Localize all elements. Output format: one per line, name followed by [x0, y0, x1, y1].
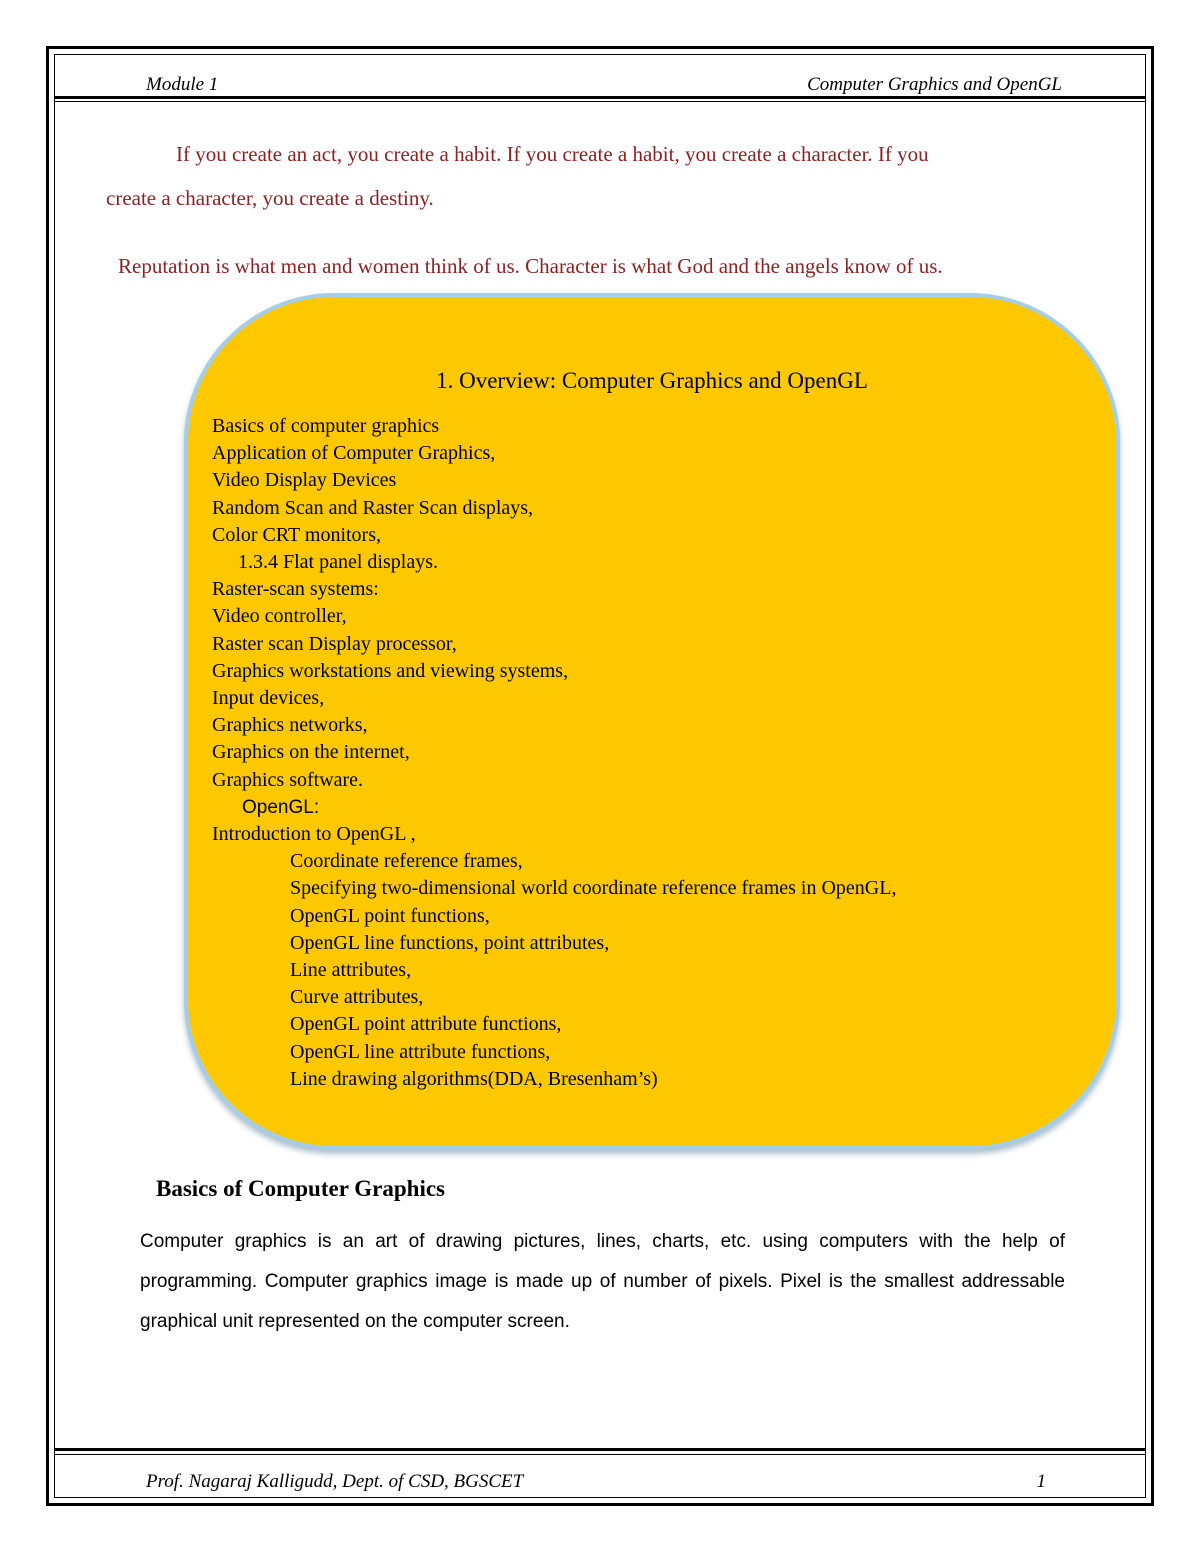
footer-author: Prof. Nagaraj Kalligudd, Dept. of CSD, BGSCET — [146, 1471, 524, 1492]
list-item: OpenGL point functions, — [290, 904, 490, 927]
list-item: Line attributes, — [290, 959, 412, 982]
list-item: Curve attributes, — [290, 986, 424, 1009]
list-item: Graphics on the internet, — [212, 741, 410, 764]
footer-rule-thin — [54, 1454, 1146, 1455]
overview-list — [212, 413, 896, 1093]
list-item: Input devices, — [212, 687, 325, 710]
list-item: 1.3.4 Flat panel displays. — [238, 551, 438, 574]
list-item: OpenGL: — [242, 796, 320, 818]
list-item: Random Scan and Raster Scan displays, — [212, 496, 534, 519]
overview-title: 1. Overview: Computer Graphics and OpenGL — [436, 368, 868, 393]
list-item: OpenGL point attribute functions, — [290, 1013, 562, 1036]
list-item: Raster-scan systems: — [212, 578, 379, 601]
header-module: Module 1 — [146, 74, 219, 95]
quote-line-1: If you create an act, you create a habit. If you create a habit, you create a character. If you — [176, 142, 929, 166]
page-number: 1 — [1036, 1471, 1046, 1492]
list-item: Graphics software. — [212, 768, 364, 791]
overview-box — [184, 293, 1120, 1150]
list-item: Application of Computer Graphics, — [212, 442, 496, 465]
section-paragraph: Computer graphics is an art of drawing pictures, lines, charts, etc. using computers with the help of programming. Computer graphics image is made up of number of pixels. Pixel is the smallest addressable graphical unit represented on the computer screen. — [140, 1231, 1065, 1332]
list-item: Video Display Devices — [212, 469, 397, 492]
header-rule — [54, 96, 1146, 99]
quote-line-2: create a character, you create a destiny. — [106, 186, 434, 210]
header-subject: Computer Graphics and OpenGL — [807, 74, 1062, 95]
list-item: Raster scan Display processor, — [212, 632, 457, 655]
header-rule-thin — [54, 101, 1146, 102]
quote-reputation: Reputation is what men and women think of us. Character is what God and the angels know of us. — [118, 254, 943, 278]
list-item: Introduction to OpenGL , — [212, 823, 416, 846]
list-item: Coordinate reference frames, — [290, 850, 523, 873]
list-item: Specifying two-dimensional world coordinate reference frames in OpenGL, — [290, 877, 897, 900]
list-item: OpenGL line functions, point attributes, — [290, 931, 610, 954]
section-title: Basics of Computer Graphics — [156, 1176, 445, 1201]
list-item: Basics of computer graphics — [212, 415, 440, 437]
footer-rule — [54, 1448, 1146, 1451]
list-item: Graphics networks, — [212, 714, 368, 737]
list-item: Graphics workstations and viewing systems, — [212, 659, 569, 682]
list-item: OpenGL line attribute functions, — [290, 1040, 551, 1063]
list-item: Color CRT monitors, — [212, 523, 382, 546]
list-item: Video controller, — [212, 605, 347, 628]
list-item: Line drawing algorithms(DDA, Bresenham’s) — [290, 1067, 658, 1090]
